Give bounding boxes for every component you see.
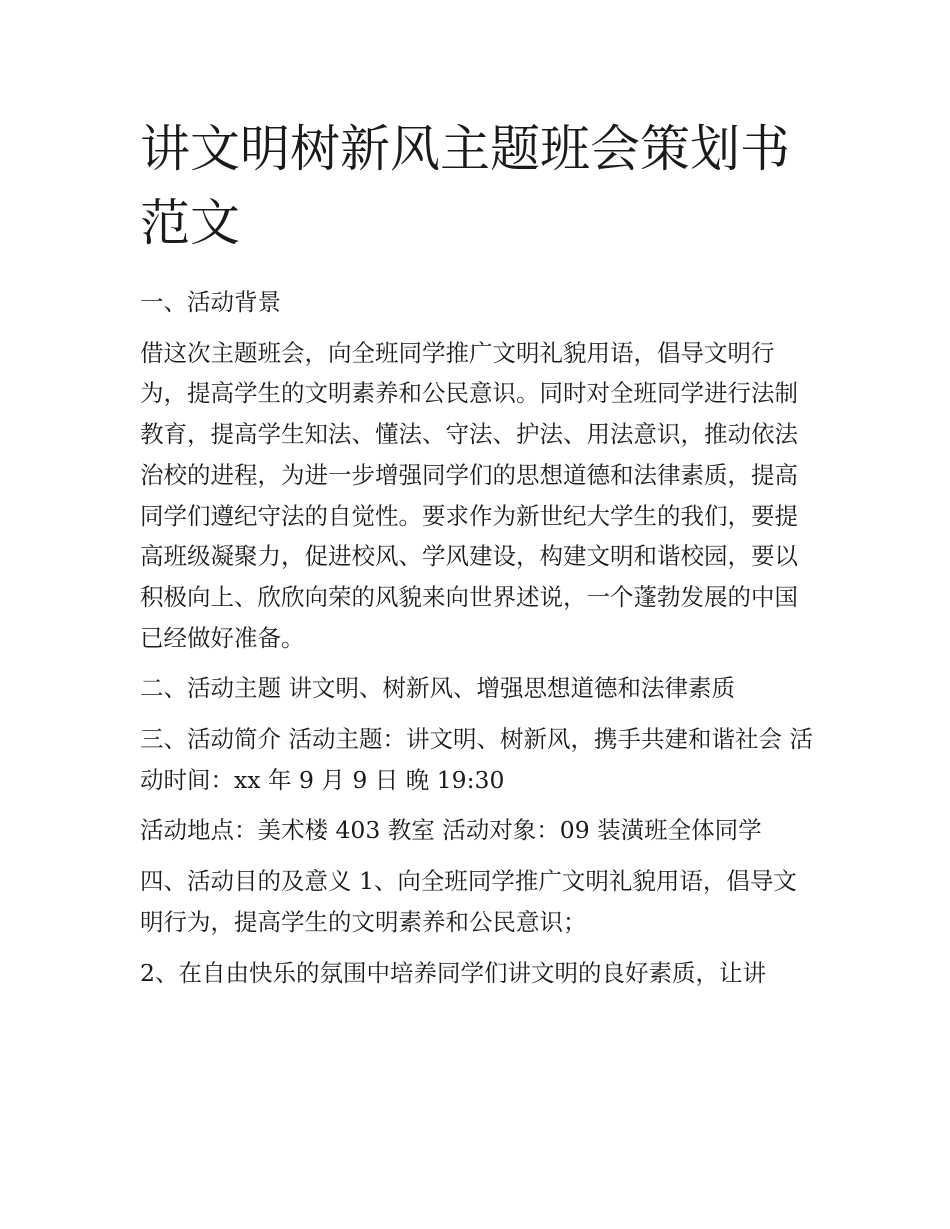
document-title: 讲文明树新风主题班会策划书范文 [140, 120, 790, 252]
paragraph-location-audience: 活动地点：美术楼 403 教室 活动对象：09 装潢班全体同学 [140, 816, 762, 845]
paragraph-purpose-item-2: 2、在自由快乐的氛围中培养同学们讲文明的良好素质，让讲 [140, 958, 766, 987]
section-heading-summary: 三、活动简介 活动主题：讲文明、树新风，携手共建和谐社会 活动时间：xx 年 9 月 9 日 晚 19:30 [140, 725, 813, 794]
section-heading-background: 一、活动背景 [140, 288, 281, 316]
section-heading-theme: 二、活动主题 讲文明、树新风、增强思想道德和法律素质 [140, 674, 735, 703]
section-heading-purpose: 四、活动目的及意义 1、向全班同学推广文明礼貌用语，倡导文明行为，提高学生的文明素养和公民意识； [140, 867, 797, 936]
document-body [140, 282, 820, 993]
paragraph-background-text: 借这次主题班会，向全班同学推广文明礼貌用语，倡导文明行为，提高学生的文明素养和公民意识。同时对全班同学进行法制教育，提高学生知法、懂法、守法、护法、用法意识，推动依法治校的进程，为进一步增强同学们的思想道德和法律素质，提高同学们遵纪守法的自觉性。要求作为新世纪大学生的我们，要提高班级凝聚力，促进校风、学风建设，构建文明和谐校园，要以积极向上、欣欣向荣的风貌来向世界述说，一个蓬勃发展的中国已经做好准备。 [140, 338, 798, 652]
